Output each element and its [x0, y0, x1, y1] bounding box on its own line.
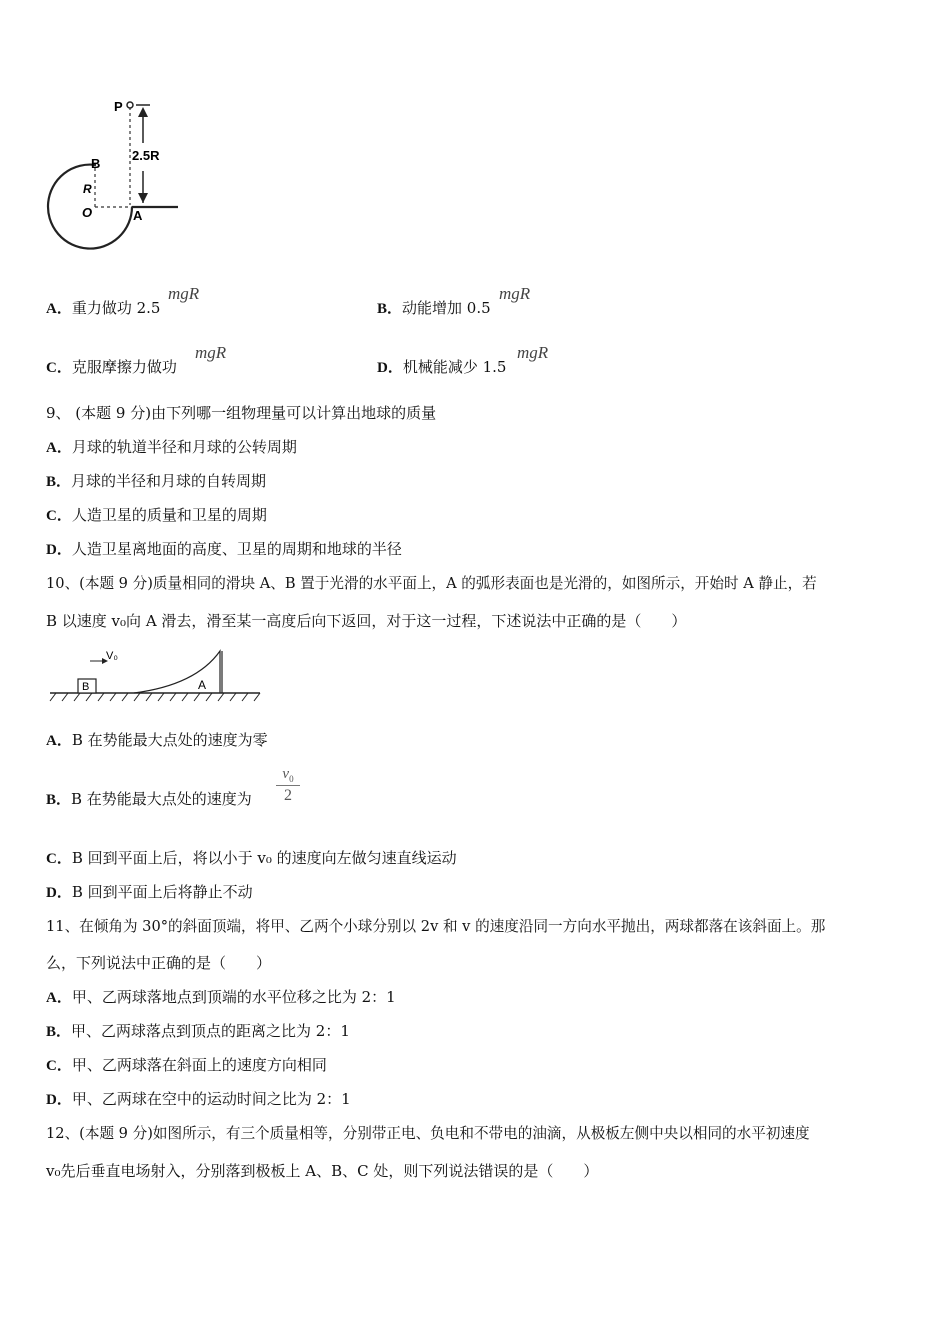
q8-option-c-formula: mgR: [195, 343, 227, 362]
fig1-label-height: 2.5R: [132, 148, 160, 163]
fig1-label-r: R: [83, 182, 92, 196]
fig1-label-o: O: [82, 205, 93, 220]
q11-stem-line1: 11、在倾角为 30°的斜面顶端，将甲、乙两个小球分别以 2v 和 v 的速度沿同一方向水平抛出，两球都落在该斜面上。那: [46, 918, 826, 935]
q9-option-b: B．月球的半径和月球的自转周期: [46, 472, 267, 490]
q12-stem-line1: 12、(本题 9 分)如图所示，有三个质量相等，分别带正电、负电和不带电的油滴，从极板左侧中央以相同的水平初速度: [46, 1125, 810, 1142]
q10-fraction-v0-over-2: $v_0$ 2: [276, 766, 300, 805]
q8-option-a-formula: mgR: [168, 284, 200, 303]
q8-option-a: A．重力做功 2.5: [46, 299, 161, 317]
q8-option-b: B．动能增加 0.5: [377, 299, 491, 317]
figure-circular-track: [40, 95, 190, 255]
q11-option-a: A．甲、乙两球落地点到顶端的水平位移之比为 2：1: [46, 988, 396, 1006]
q9-option-a: A．月球的轨道半径和月球的公转周期: [46, 438, 297, 456]
q10-stem-line2: B 以速度 v₀向 A 滑去，滑至某一高度后向下返回，对于这一过程，下述说法中正确的是（ ）: [46, 612, 687, 630]
q8-option-b-formula: mgR: [499, 284, 531, 303]
q10-option-c: C．B 回到平面上后，将以小于 v₀ 的速度向左做匀速直线运动: [46, 849, 457, 867]
fig1-label-p: P: [114, 99, 123, 114]
q11-option-d: D．甲、乙两球在空中的运动时间之比为 2：1: [46, 1090, 351, 1108]
q8-option-c: C．克服摩擦力做功: [46, 358, 177, 376]
q9-option-d: D．人造卫星离地面的高度、卫星的周期和地球的半径: [46, 540, 402, 558]
q11-stem-line2: 么，下列说法中正确的是（ ）: [46, 954, 272, 972]
q10-option-b: B．B 在势能最大点处的速度为: [46, 790, 252, 808]
q11-option-b: B．甲、乙两球落点到顶点的距离之比为 2：1: [46, 1022, 350, 1040]
fig1-label-b: B: [91, 156, 101, 171]
q10-stem-line1: 10、(本题 9 分)质量相同的滑块 A、B 置于光滑的水平面上，A 的弧形表面也是光滑的，如图所示，开始时 A 静止，若: [46, 575, 817, 592]
q9-option-c: C．人造卫星的质量和卫星的周期: [46, 506, 267, 524]
figure-blocks-on-plane: [46, 645, 266, 707]
q11-option-c: C．甲、乙两球落在斜面上的速度方向相同: [46, 1056, 327, 1074]
fig1-label-a: A: [133, 208, 143, 223]
fig2-label-a: A: [198, 678, 207, 692]
q10-option-d: D．B 回到平面上后将静止不动: [46, 883, 253, 901]
fig2-label-b: B: [82, 681, 90, 693]
q12-stem-line2: v₀先后垂直电场射入，分别落到极板上 A、B、C 处，则下列说法错误的是（ ）: [46, 1162, 599, 1180]
q8-option-d-formula: mgR: [517, 343, 549, 362]
q10-option-a: A．B 在势能最大点处的速度为零: [46, 731, 268, 749]
fig2-label-v0: V₀: [106, 650, 118, 662]
q9-stem: 9、 (本题 9 分)由下列哪一组物理量可以计算出地球的质量: [46, 404, 437, 422]
q8-option-d: D．机械能减少 1.5: [377, 358, 507, 376]
